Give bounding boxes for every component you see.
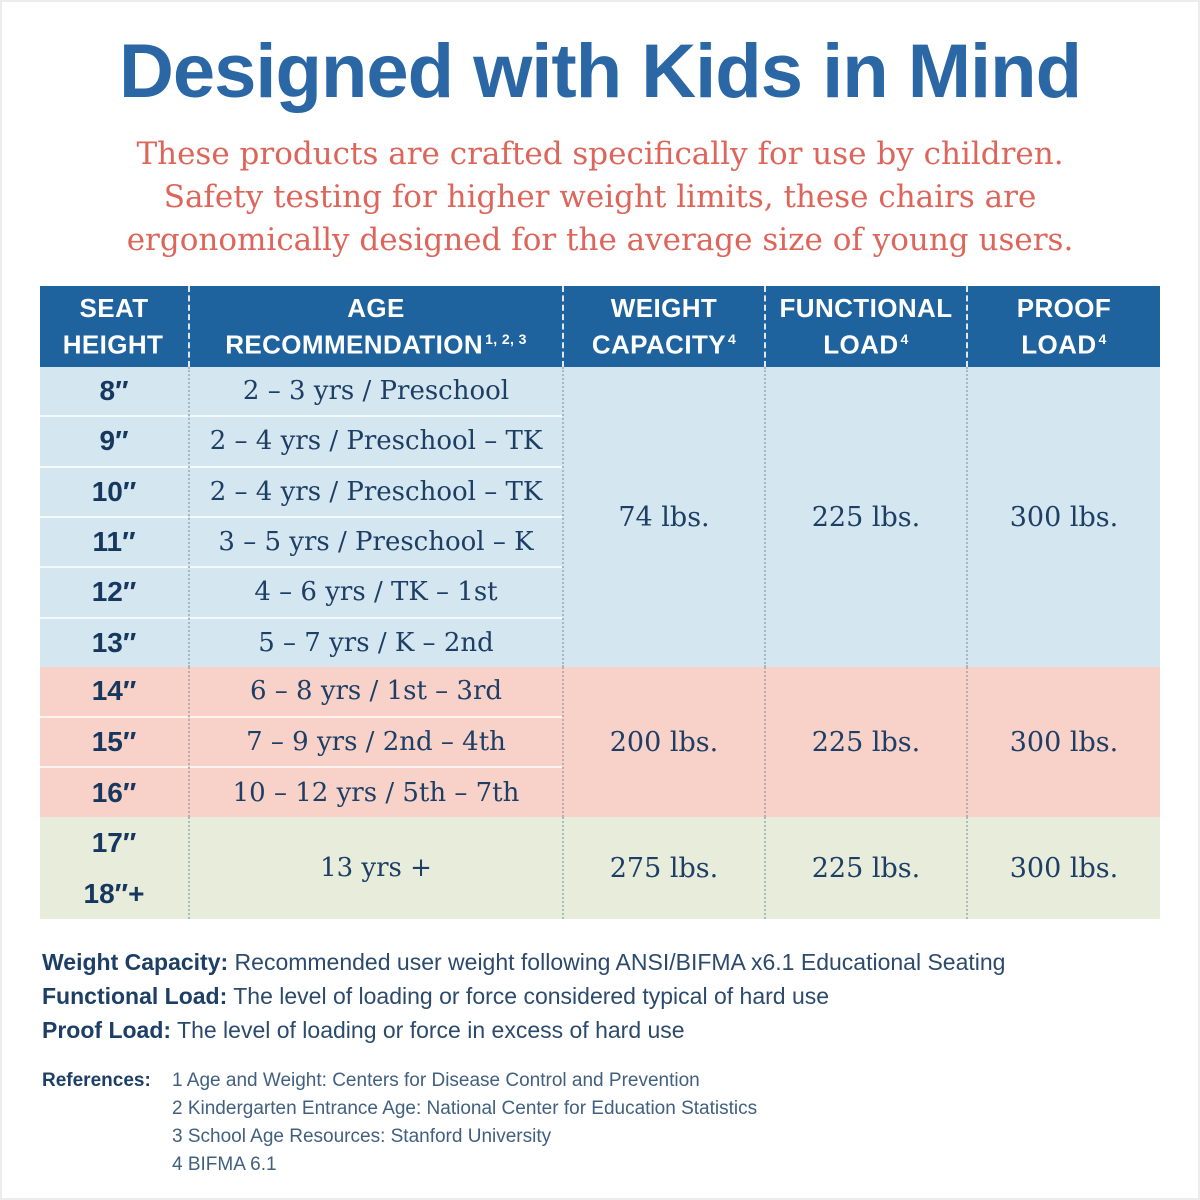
seat-height-cell: 10″ [40,466,188,516]
age-cell: 2 – 4 yrs / Preschool – TK [190,466,562,516]
references-list [172,1067,757,1179]
seat-height-cell: 18″+ [83,877,145,909]
age-cell: 5 – 7 yrs / K – 2nd [190,617,562,667]
column-header-functional-load: FUNCTIONAL LOAD $^4$ [764,286,966,367]
seat-height-cell: 13″ [40,617,188,667]
subtitle-line: Safety testing for higher weight limits, these chairs are [163,179,1037,215]
functional-load-column [764,817,966,919]
functional-load-cell: 225 lbs. [811,726,921,758]
age-cell: 4 – 6 yrs / TK – 1st [190,566,562,616]
reference-item: 2 Kindergarten Entrance Age: National Center for Education Statistics [172,1098,758,1119]
seat-height-cell: 9″ [40,415,188,465]
definitions-block [42,945,1198,1047]
functional-load-cell: 225 lbs. [811,852,921,884]
seat-height-cell: 15″ [40,716,188,767]
proof-load-cell: 300 lbs. [1009,852,1119,884]
definition-proof-load [42,1013,1198,1047]
functional-load-cell: 225 lbs. [811,501,921,533]
weight-capacity-cell: 275 lbs. [609,852,719,884]
functional-load-column [764,367,966,667]
proof-load-column [966,817,1160,919]
column-header-proof-load: PROOF LOAD $^4$ [966,286,1160,367]
column-header-age-recommendation: AGE RECOMMENDATION $^{1, 2, 3}$ [188,286,562,367]
definition-text: The level of loading or force considered typical of hard use [227,983,830,1009]
page-subtitle [2,133,1198,262]
age-recommendation-column [188,367,562,667]
age-cell: 2 – 3 yrs / Preschool [242,376,510,407]
section-small-seats [40,367,1160,667]
seat-height-column [40,367,188,667]
page-title: Designed with Kids in Mind [119,29,1081,114]
reference-item: 3 School Age Resources: Stanford University [172,1126,552,1147]
weight-capacity-cell: 200 lbs. [609,726,719,758]
definition-term: Proof Load: [42,1017,172,1043]
subtitle-line: These products are crafted specifically for use by children. [136,136,1064,172]
references-block [42,1067,1198,1179]
age-cell: 2 – 4 yrs / Preschool – TK [190,415,562,465]
proof-load-cell: 300 lbs. [1009,501,1119,533]
references-label: References: [42,1070,151,1091]
seat-height-cell: 12″ [40,566,188,616]
header-superscript: 4 [1098,330,1107,347]
age-recommendation-column [188,817,562,919]
age-cell: 3 – 5 yrs / Preschool – K [190,516,562,566]
age-cell: 13 yrs + [320,853,432,883]
proof-load-cell: 300 lbs. [1009,726,1119,758]
column-header-weight-capacity: WEIGHT CAPACITY $^4$ [562,286,764,367]
seat-height-cell: 8″ [99,375,129,407]
header-superscript: 4 [900,330,909,347]
definition-functional-load [42,979,1198,1013]
seat-height-cell: 16″ [40,766,188,817]
age-cell: 6 – 8 yrs / 1st – 3rd [249,676,503,707]
functional-load-column [764,667,966,817]
definition-text: The level of loading or force in excess of hard use [171,1017,685,1043]
age-cell: 7 – 9 yrs / 2nd – 4th [190,716,562,767]
proof-load-column [966,367,1160,667]
column-header-seat-height: SEAT HEIGHT [62,292,164,360]
reference-item: 1 Age and Weight: Centers for Disease Control and Prevention [172,1070,700,1091]
proof-load-column [966,667,1160,817]
weight-capacity-column [562,667,764,817]
weight-capacity-column [562,367,764,667]
seat-height-column [40,817,188,919]
section-medium-seats [40,667,1160,817]
seat-height-cell: 17″ [91,826,137,858]
age-recommendation-column [188,667,562,817]
header-superscript: 1, 2, 3 [485,330,527,347]
section-large-seats [40,817,1160,919]
definition-term: Weight Capacity: [42,949,229,975]
definition-term: Functional Load: [42,983,228,1009]
table-header-row [40,286,1160,367]
definition-weight-capacity [42,945,1198,979]
weight-capacity-cell: 74 lbs. [618,501,710,533]
seat-height-cell: 11″ [40,516,188,566]
seat-height-column [40,667,188,817]
header-superscript: 4 [727,330,737,347]
reference-item: 4 BIFMA 6.1 [172,1154,277,1175]
seat-height-cell: 14″ [91,675,137,707]
weight-capacity-column [562,817,764,919]
subtitle-line: ergonomically designed for the average size of young users. [126,222,1074,258]
age-cell: 10 – 12 yrs / 5th – 7th [190,766,562,817]
spec-table [40,286,1160,919]
definition-text: Recommended user weight following ANSI/BIFMA x6.1 Educational Seating [228,949,1006,975]
